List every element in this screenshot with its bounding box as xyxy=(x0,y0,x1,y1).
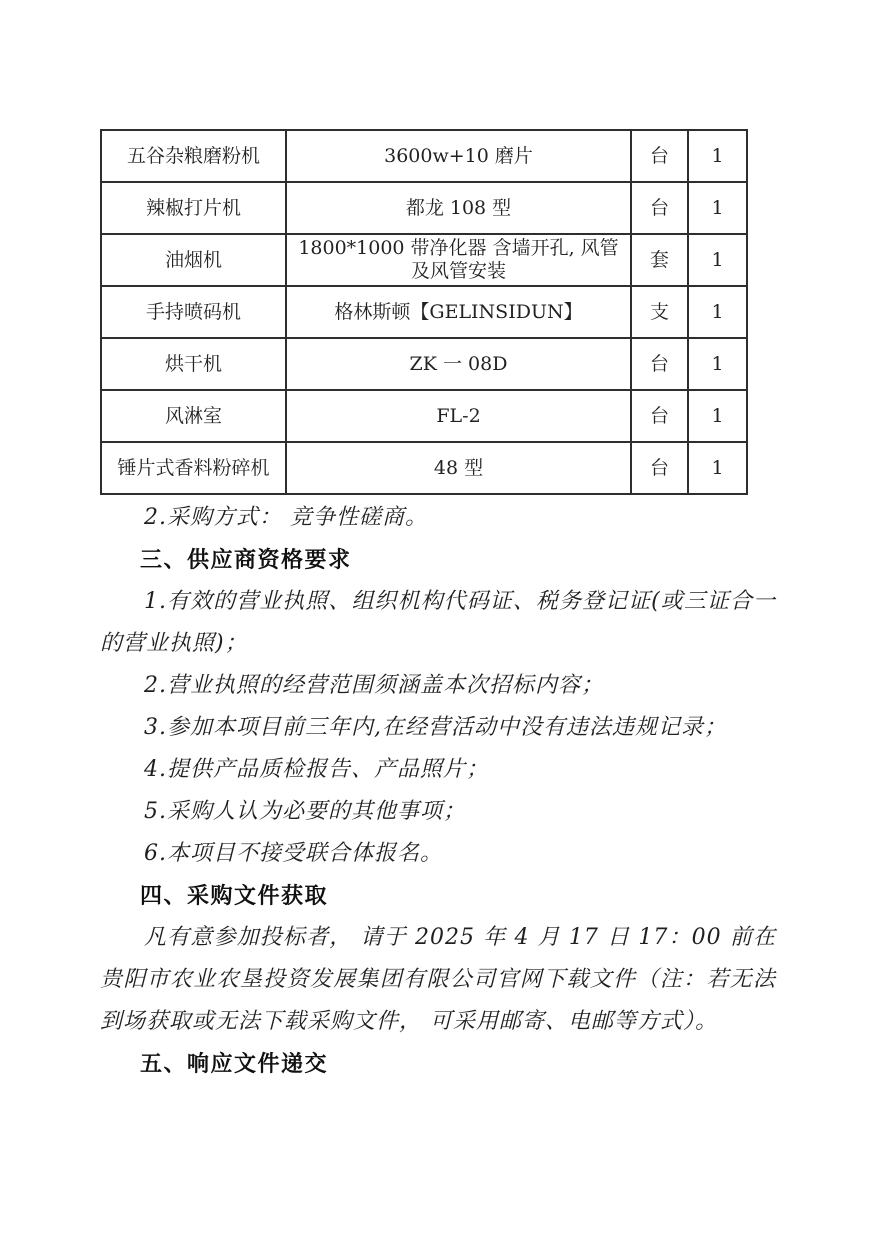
equipment-name-cell: 辣椒打片机 xyxy=(101,182,286,234)
requirement-item: 4.提供产品质检报告、产品照片； xyxy=(144,757,489,782)
table-row xyxy=(101,130,747,182)
qty-cell: 1 xyxy=(688,338,747,390)
unit-cell: 套 xyxy=(631,234,688,286)
spec-cell: 48 型 xyxy=(286,442,631,494)
qty-cell: 1 xyxy=(688,286,747,338)
qty-cell: 1 xyxy=(688,390,747,442)
requirement-item: 6.本项目不接受联合体报名。 xyxy=(144,841,443,866)
unit-cell: 台 xyxy=(631,442,688,494)
unit-cell: 台 xyxy=(631,130,688,182)
equipment-name-cell: 烘干机 xyxy=(101,338,286,390)
procurement-method-text: 2.采购方式： 竞争性磋商。 xyxy=(144,505,428,530)
qty-cell: 1 xyxy=(688,182,747,234)
equipment-name-cell: 风淋室 xyxy=(101,390,286,442)
unit-cell: 台 xyxy=(631,182,688,234)
table-row xyxy=(101,234,747,286)
requirement-item: 3.参加本项目前三年内,在经营活动中没有违法违规记录； xyxy=(144,715,727,740)
equipment-name-cell: 油烟机 xyxy=(101,234,286,286)
requirement-item: 1.有效的营业执照、组织机构代码证、税务登记证(或三证合一的营业执照)； xyxy=(100,589,776,656)
spec-cell: FL-2 xyxy=(286,390,631,442)
table-row xyxy=(101,182,747,234)
unit-cell: 支 xyxy=(631,286,688,338)
equipment-name-cell: 锤片式香料粉碎机 xyxy=(101,442,286,494)
equipment-table xyxy=(100,129,748,495)
body-text-block xyxy=(100,497,776,1085)
requirement-item: 5.采购人认为必要的其他事项； xyxy=(144,799,466,824)
table-row xyxy=(101,390,747,442)
requirement-item: 2.营业执照的经营范围须涵盖本次招标内容； xyxy=(144,673,604,698)
spec-cell: 都龙 108 型 xyxy=(286,182,631,234)
spec-cell: 3600w+10 磨片 xyxy=(286,130,631,182)
section-heading-supplier-qualifications: 三、供应商资格要求 xyxy=(140,547,352,572)
qty-cell: 1 xyxy=(688,130,747,182)
spec-cell: ZK 一 08D xyxy=(286,338,631,390)
unit-cell: 台 xyxy=(631,338,688,390)
spec-cell: 格林斯顿【GELINSIDUN】 xyxy=(286,286,631,338)
section-heading-response-submission: 五、响应文件递交 xyxy=(140,1051,329,1076)
unit-cell: 台 xyxy=(631,390,688,442)
qty-cell: 1 xyxy=(688,442,747,494)
table-row xyxy=(101,338,747,390)
equipment-name-cell: 五谷杂粮磨粉机 xyxy=(101,130,286,182)
table-row xyxy=(101,442,747,494)
spec-cell: 1800*1000 带净化器 含墙开孔, 风管及风管安装 xyxy=(286,234,631,286)
document-acquisition-paragraph: 凡有意参加投标者， 请于 2025 年 4 月 17 日 17：00 前在贵阳市农业农垦投资发展集团有限公司官网下载文件（注：若无法到场获取或无法下载采购文件， 可采用邮寄、电邮等方式）。 xyxy=(100,925,776,1034)
table-row xyxy=(101,286,747,338)
section-heading-document-acquisition: 四、采购文件获取 xyxy=(140,883,329,908)
qty-cell: 1 xyxy=(688,234,747,286)
equipment-name-cell: 手持喷码机 xyxy=(101,286,286,338)
